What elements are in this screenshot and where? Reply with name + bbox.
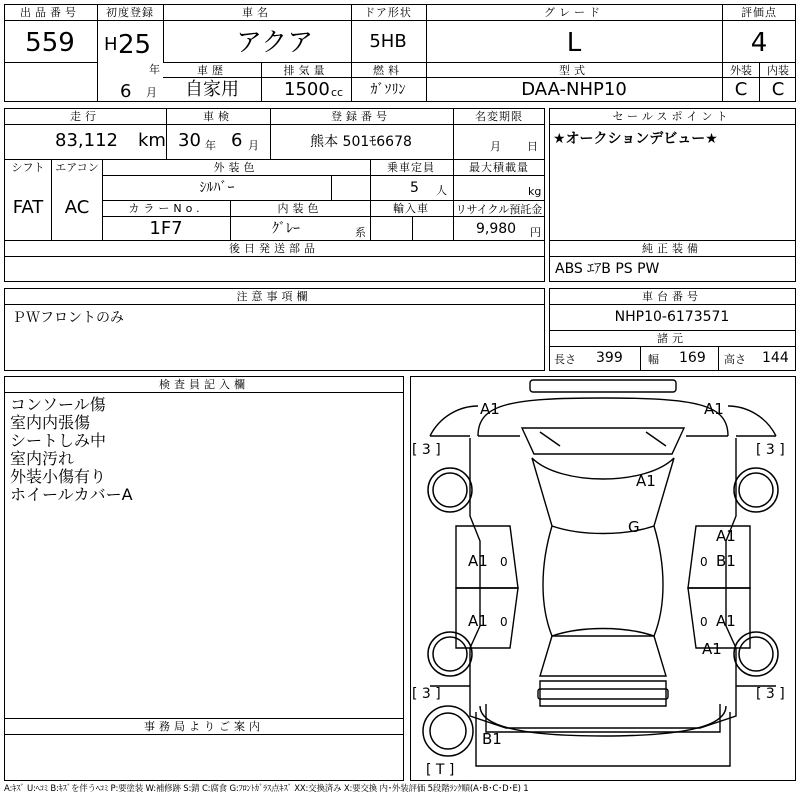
lot-number: 559 bbox=[25, 28, 75, 58]
length-label: 長さ bbox=[554, 353, 576, 366]
month-unit: 月 bbox=[146, 86, 157, 99]
damage-mark: A1 bbox=[468, 612, 488, 630]
inspector-line: 外装小傷有り bbox=[10, 467, 107, 486]
length: 399 bbox=[596, 350, 623, 366]
capacity-label: 乗車定員 bbox=[387, 161, 435, 174]
reg-year: 25 bbox=[118, 30, 152, 60]
fuel-label: 燃料 bbox=[373, 64, 403, 77]
grade-label: グレード bbox=[544, 6, 604, 19]
dims-label: 諸元 bbox=[657, 332, 687, 345]
inspector-line: 室内汚れ bbox=[10, 449, 75, 468]
height-label: 高さ bbox=[724, 353, 746, 366]
plate-label: 登録番号 bbox=[331, 110, 391, 123]
door-label: ドア形状 bbox=[364, 6, 412, 19]
displacement-label: 排気量 bbox=[283, 64, 329, 77]
air-conditioner: AC bbox=[64, 197, 90, 218]
legend: A:ｷｽﾞ U:ﾍｺﾐ B:ｷｽﾞを伴うﾍｺﾐ P:要塗装 W:補修跡 S:錆 C:腐食 G:ﾌﾛﾝﾄｶﾞﾗｽ点ｷｽﾞ XX:交換済み X:要交換 内･外装評価 5段階ﾗﾝｸ順(A･B･C･D･E) 1 bbox=[4, 784, 529, 794]
height: 144 bbox=[762, 350, 789, 366]
recycle-label: リサイクル預託金 bbox=[455, 203, 543, 216]
capacity-unit: 人 bbox=[436, 184, 447, 197]
zero-mark: 0 bbox=[500, 555, 508, 569]
history: 自家用 bbox=[185, 79, 239, 100]
tire-mark: [ 3 ] bbox=[412, 442, 441, 458]
model: DAA-NHP10 bbox=[521, 79, 627, 100]
inspector-label: 検査員記入欄 bbox=[159, 378, 249, 391]
inspector-line: シートしみ中 bbox=[10, 431, 107, 450]
damage-mark: G bbox=[628, 518, 640, 536]
ac-label: エアコン bbox=[55, 161, 99, 174]
inspector-line: ホイールカバーA bbox=[10, 485, 133, 504]
damage-mark: A1 bbox=[716, 527, 736, 545]
shift: FAT bbox=[12, 197, 44, 218]
int-color: ｸﾞﾚｰ bbox=[272, 221, 300, 237]
car-name: アクア bbox=[236, 28, 314, 58]
tire-mark: [ 3 ] bbox=[756, 442, 785, 458]
damage-mark: A1 bbox=[716, 612, 736, 630]
zero-mark: 0 bbox=[700, 615, 708, 629]
capacity: 5 bbox=[410, 180, 419, 196]
car-diagram bbox=[410, 376, 796, 781]
notes-text: ＰＷフロントのみ bbox=[12, 310, 124, 326]
damage-mark: A1 bbox=[468, 552, 488, 570]
interior-label: 内装 bbox=[767, 64, 789, 77]
displacement-unit: cc bbox=[331, 86, 344, 99]
plate-number: 熊本 501ﾓ6678 bbox=[310, 134, 412, 150]
mileage-label: 走行 bbox=[70, 110, 100, 123]
zero-mark: 0 bbox=[500, 615, 508, 629]
ext-color: ｼﾙﾊﾞｰ bbox=[199, 180, 235, 196]
chassis-number: NHP10-6173571 bbox=[614, 309, 730, 325]
recycle-fee: 9,980 bbox=[476, 221, 517, 237]
recycle-unit: 円 bbox=[530, 226, 541, 239]
nc-month-unit: 月 bbox=[490, 140, 501, 153]
displacement: 1500 bbox=[284, 79, 330, 100]
chassis-label: 車台番号 bbox=[642, 290, 702, 303]
inspection-month-unit: 月 bbox=[248, 139, 259, 152]
name-change-label: 名変期限 bbox=[475, 110, 523, 123]
ext-color-label: 外装色 bbox=[213, 161, 259, 174]
interior-grade: C bbox=[771, 79, 785, 100]
door-type: 5HB bbox=[369, 31, 407, 52]
score: 4 bbox=[750, 28, 768, 58]
tire-mark: [ 3 ] bbox=[412, 686, 441, 702]
width: 169 bbox=[679, 350, 706, 366]
inspection-year-unit: 年 bbox=[205, 139, 216, 152]
damage-mark: A1 bbox=[480, 400, 500, 418]
damage-mark: B1 bbox=[482, 730, 502, 748]
color-no: 1F7 bbox=[149, 218, 183, 239]
inspector-line: 室内内張傷 bbox=[10, 413, 91, 432]
car-name-label: 車名 bbox=[242, 6, 272, 19]
damage-mark: A1 bbox=[704, 400, 724, 418]
width-label: 幅 bbox=[648, 353, 659, 366]
inspection-month: 6 bbox=[231, 130, 243, 151]
damage-mark: B1 bbox=[716, 552, 736, 570]
inspection-year: 30 bbox=[178, 130, 201, 151]
damage-mark: A1 bbox=[702, 640, 722, 658]
inspector-notes bbox=[10, 396, 133, 504]
reg-month: 6 bbox=[120, 81, 132, 102]
history-label: 車歴 bbox=[197, 64, 227, 77]
score-label: 評価点 bbox=[741, 6, 777, 19]
genuine-equipment: ABS ｴｱB PS PW bbox=[555, 261, 660, 277]
year-unit: 年 bbox=[149, 63, 160, 76]
nc-day-unit: 日 bbox=[527, 140, 538, 153]
int-color-unit: 系 bbox=[355, 226, 366, 239]
color-no-label: カラーNo. bbox=[128, 202, 204, 215]
exterior-grade: C bbox=[734, 79, 748, 100]
sales-point-label: セールスポイント bbox=[612, 110, 732, 123]
inspector-line: コンソール傷 bbox=[10, 395, 106, 414]
grade: L bbox=[566, 28, 582, 58]
load-unit: kg bbox=[528, 185, 542, 198]
era: H bbox=[104, 34, 118, 55]
mileage: 83,112 bbox=[55, 130, 118, 151]
lot-label: 出品番号 bbox=[20, 6, 80, 19]
office-label: 事務局よりご案内 bbox=[144, 720, 264, 733]
inspection-label: 車検 bbox=[203, 110, 233, 123]
sales-point-text: ★オークションデビュー★ bbox=[553, 131, 718, 147]
int-color-label: 内装色 bbox=[277, 202, 323, 215]
later-parts-label: 後日発送部品 bbox=[229, 242, 319, 255]
shift-label: シフト bbox=[11, 161, 45, 174]
exterior-label: 外装 bbox=[730, 64, 752, 77]
tire-mark: [ 3 ] bbox=[756, 686, 785, 702]
zero-mark: 0 bbox=[700, 555, 708, 569]
first-reg-label: 初度登録 bbox=[106, 6, 154, 19]
genuine-equipment-label: 純正装備 bbox=[642, 242, 702, 255]
mileage-unit: km bbox=[138, 130, 166, 151]
import-label: 輸入車 bbox=[393, 202, 429, 215]
spare-tire-mark: [ T ] bbox=[426, 762, 455, 778]
fuel: ｶﾞｿﾘﾝ bbox=[370, 82, 406, 98]
load-label: 最大積載量 bbox=[469, 161, 529, 174]
model-label: 型式 bbox=[559, 64, 589, 77]
notes-label: 注意事項欄 bbox=[236, 290, 312, 303]
damage-mark: A1 bbox=[636, 472, 656, 490]
